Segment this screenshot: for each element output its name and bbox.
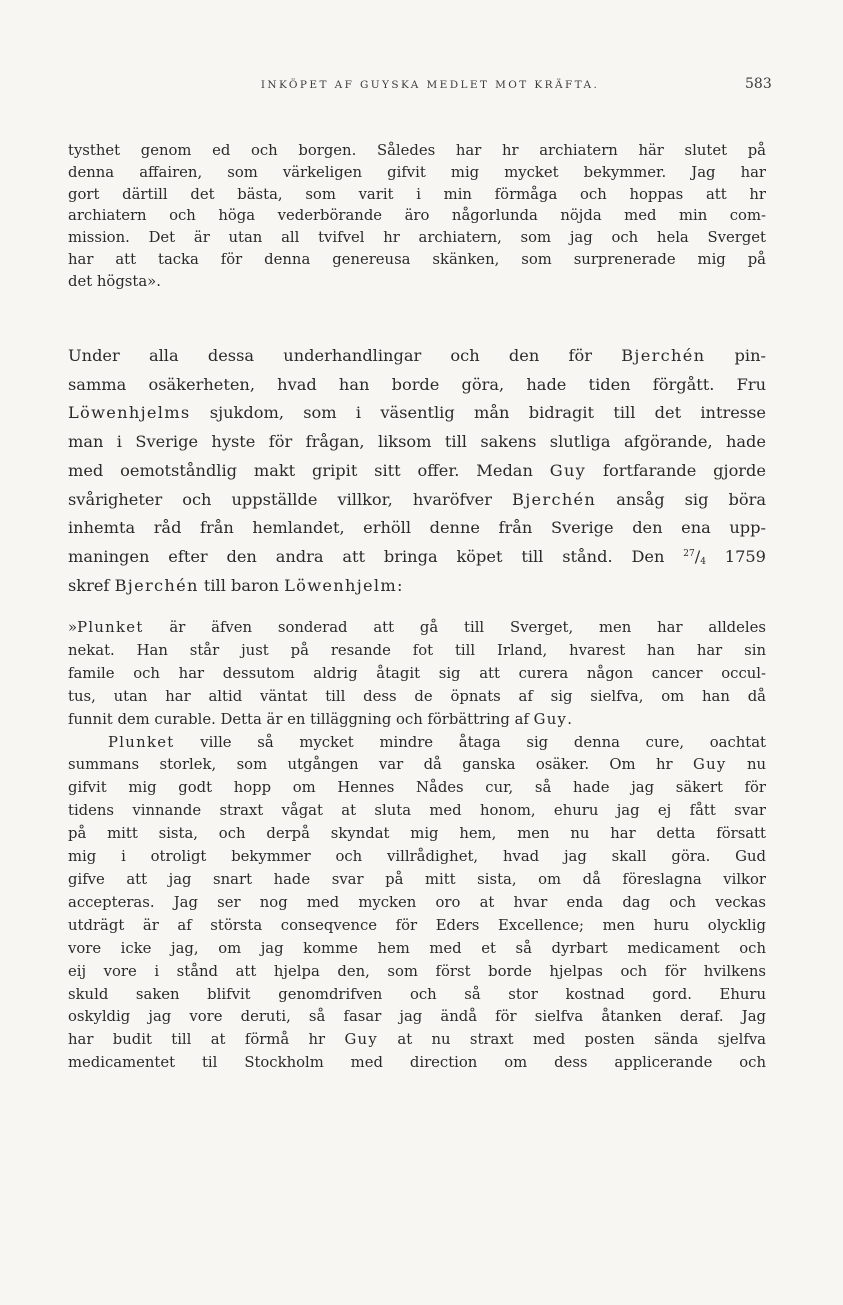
date-day: 27 bbox=[683, 548, 695, 559]
text-line: utdrägt är af största conseqvence för Eders Excellence; men huru olycklig bbox=[68, 916, 766, 934]
text-run: svårigheter och uppställde villkor, hvaröfver bbox=[68, 489, 513, 509]
paragraph-narrative bbox=[68, 342, 766, 600]
text-line: nekat. Han står just på resande fot till Irland, hvarest han har sin bbox=[68, 641, 766, 659]
date-month: 4 bbox=[700, 556, 706, 567]
text-line: tidens vinnande straxt vågat at sluta med honom, ehuru jag ej fått svar bbox=[68, 802, 766, 820]
text-line: famile och har dessutom aldrig åtagit sig att curera någon cancer occul- bbox=[68, 664, 766, 682]
text-line bbox=[68, 1029, 766, 1052]
running-head: INKÖPET AF GUYSKA MEDLET MOT KRÄFTA. bbox=[260, 79, 600, 91]
text-line: maningen efter den andra att bringa köpet till stånd. Den $^{27}/_4$ 1759 bbox=[68, 546, 766, 567]
text-line: har att tacka för denna genereusa skänken, som surprenerade mig på bbox=[68, 250, 766, 268]
text-line: oskyldig jag vore deruti, så fasar jag ändå för sielfva åtanken deraf. Jag bbox=[68, 1008, 766, 1026]
text-run: : bbox=[397, 575, 403, 595]
person-name: Bjerchén bbox=[114, 575, 199, 595]
text-line: skuld saken blifvit genomdrifven och så stor kostnad gord. Ehuru bbox=[68, 985, 766, 1003]
paragraph-letter-quote bbox=[68, 617, 766, 1075]
text-line: denna affairen, som värkeligen gifvit mig mycket bekymmer. Jag har bbox=[68, 163, 766, 181]
text-line: inhemta råd från hemlandet, erhöll denne från Sverige den ena upp- bbox=[68, 518, 766, 538]
text-line: medicamentet til Stockholm med direction om dess applicerande och bbox=[68, 1054, 766, 1072]
text-run: Under alla dessa underhandlingar och den för bbox=[68, 346, 622, 365]
text-line: accepteras. Jag ser nog med mycken oro at hvar enda dag och veckas bbox=[68, 893, 766, 911]
person-name: Guy bbox=[533, 710, 568, 728]
text-run: ansåg sig böra bbox=[596, 489, 766, 509]
person-name: Guy bbox=[344, 1031, 379, 1049]
text-line: tus, utan har altid väntat till dess de öpnats af sig sielfva, om han då bbox=[68, 687, 766, 705]
text-run: nu bbox=[726, 756, 767, 774]
date-year: 1759 bbox=[705, 546, 766, 566]
person-name: Plunket bbox=[108, 733, 175, 751]
text-line: mig i otroligt bekymmer och villrådighet, hvad jag skall göra. Gud bbox=[68, 848, 766, 866]
text-run: är äfven sonderad att gå till Sverget, men har alldeles bbox=[143, 619, 766, 636]
text-run: » bbox=[68, 619, 78, 636]
person-name: Bjerchén bbox=[621, 346, 706, 365]
text-run: med oemotståndlig makt gripit sitt offer. Medan bbox=[68, 460, 550, 480]
text-line bbox=[68, 617, 766, 640]
text-run: fortfarande gjorde bbox=[586, 460, 766, 480]
page-number: 583 bbox=[745, 76, 772, 92]
text-line bbox=[68, 342, 766, 371]
person-name: Plunket bbox=[77, 619, 144, 636]
text-line: mission. Det är utan all tvifvel hr archiatern, som jag och hela Sverget bbox=[68, 229, 766, 247]
text-line bbox=[68, 486, 766, 515]
text-line bbox=[68, 572, 766, 601]
text-line: vore icke jag, om jag komme hem med et så dyrbart medicament och bbox=[68, 939, 766, 957]
text-run: till baron bbox=[198, 575, 285, 595]
text-run: maningen efter den andra att bringa köpet till stånd. Den bbox=[68, 546, 684, 566]
text-line: det högsta». bbox=[68, 272, 161, 290]
paragraph-quote-end bbox=[68, 140, 766, 293]
text-run: har budit till at förmå hr bbox=[68, 1031, 345, 1049]
text-line bbox=[68, 732, 766, 755]
text-run: skref bbox=[68, 575, 115, 595]
person-name: Guy bbox=[692, 756, 727, 774]
person-name: Löwenhjelm bbox=[284, 575, 398, 595]
text-run: at nu straxt med posten sända sjelfva bbox=[378, 1031, 767, 1049]
text-line: gifve att jag snart hade svar på mitt sista, om då föreslagna vilkor bbox=[68, 870, 766, 888]
text-run: funnit dem curable. Detta är en tilläggning och förbättring af bbox=[68, 710, 534, 728]
text-run: ville så mycket mindre åtaga sig denna cure, oachtat bbox=[174, 733, 766, 751]
text-run: sjukdom, som i väsentlig mån bidragit till det intresse bbox=[190, 403, 766, 423]
text-line: samma osäkerheten, hvad han borde göra, hade tiden förgått. Fru bbox=[68, 374, 766, 394]
person-name: Guy bbox=[549, 460, 587, 480]
text-line: tysthet genom ed och borgen. Således har hr archiatern här slutet på bbox=[68, 142, 766, 159]
text-line bbox=[68, 457, 766, 486]
text-line: archiatern och höga vederbörande äro någorlunda nöjda med min com- bbox=[68, 207, 766, 225]
text-line bbox=[68, 754, 766, 777]
text-line: gifvit mig godt hopp om Hennes Nådes cur, så hade jag säkert för bbox=[68, 779, 766, 797]
text-line: på mitt sista, och derpå skyndat mig hem, men nu har detta försatt bbox=[68, 825, 766, 843]
text-line: man i Sverige hyste för frågan, liksom till sakens slutliga afgörande, hade bbox=[68, 432, 766, 452]
text-line bbox=[68, 709, 766, 732]
text-line: gort därtill det bästa, som varit i min förmåga och hoppas att hr bbox=[68, 185, 766, 203]
text-run: pin- bbox=[705, 346, 766, 365]
text-run: summans storlek, som utgången var då ganska osäker. Om hr bbox=[68, 756, 693, 774]
person-name: Löwenhjelms bbox=[68, 403, 191, 423]
text-line: eij vore i stånd att hjelpa den, som först borde hjelpas och för hvilkens bbox=[68, 962, 766, 980]
person-name: Bjerchén bbox=[512, 489, 597, 509]
text-line bbox=[68, 399, 766, 428]
text-run: . bbox=[567, 710, 572, 728]
